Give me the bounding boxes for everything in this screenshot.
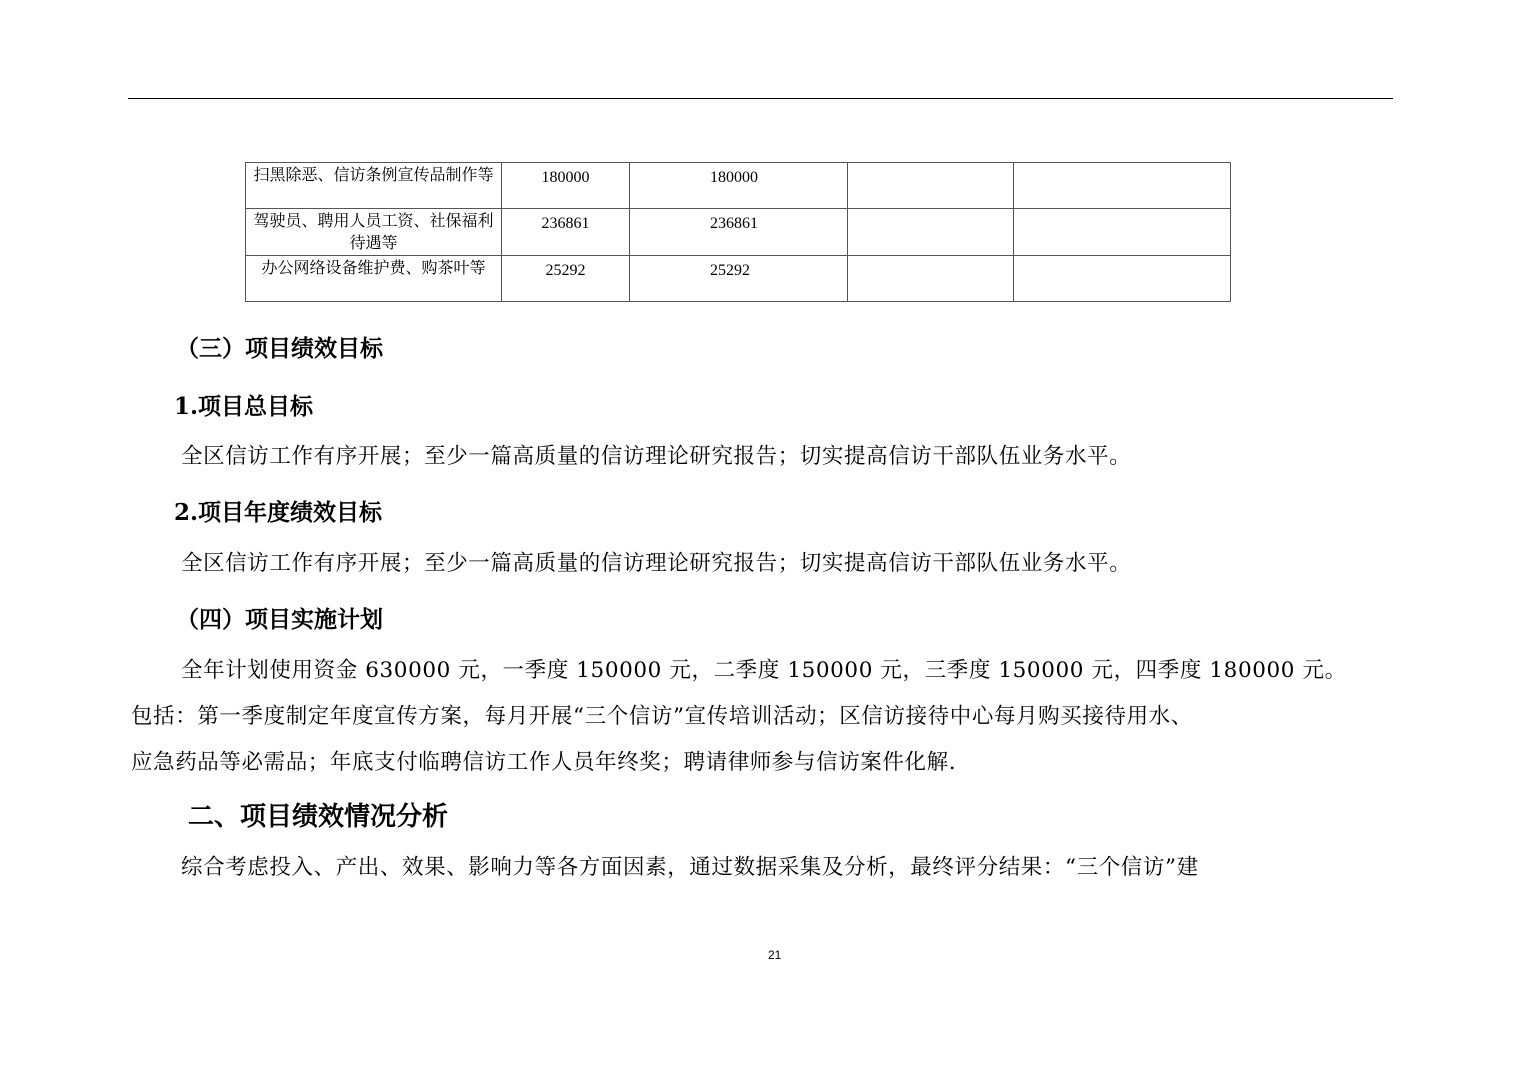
annual-goal-text: 全区信访工作有序开展；至少一篇高质量的信访理论研究报告；切实提高信访干部队伍业务水平。 bbox=[181, 551, 1132, 576]
table-cell-empty bbox=[1014, 256, 1231, 302]
table-row bbox=[246, 163, 1231, 209]
table-cell-budget: 25292 bbox=[502, 256, 630, 302]
table-cell-item: 扫黑除恶、信访条例宣传品制作等 bbox=[246, 163, 502, 209]
table-cell-budget: 236861 bbox=[502, 209, 630, 256]
table-cell-actual: 25292 bbox=[630, 256, 848, 302]
table-cell-empty bbox=[1014, 163, 1231, 209]
overall-goal-heading: 1.项目总目标 bbox=[174, 393, 314, 420]
table-cell-actual: 236861 bbox=[630, 209, 848, 256]
overall-goal-text: 全区信访工作有序开展；至少一篇高质量的信访理论研究报告；切实提高信访干部队伍业务水平。 bbox=[181, 444, 1132, 469]
header-rule bbox=[128, 98, 1393, 99]
section-4-heading: （四）项目实施计划 bbox=[176, 606, 383, 633]
section-3-heading: （三）项目绩效目标 bbox=[176, 335, 383, 362]
table-cell-item: 办公网络设备维护费、购茶叶等 bbox=[246, 256, 502, 302]
table-cell-empty bbox=[1014, 209, 1231, 256]
plan-line-2: 包括：第一季度制定年度宣传方案，每月开展“三个信访”宣传培训活动；区信访接待中心每月购买接待用水、 bbox=[131, 704, 1193, 729]
table-cell-actual: 180000 bbox=[630, 163, 848, 209]
page-number: 21 bbox=[768, 948, 782, 962]
budget-table bbox=[245, 162, 1231, 302]
table-cell-empty bbox=[848, 209, 1014, 256]
table-cell-empty bbox=[848, 256, 1014, 302]
plan-line-1: 全年计划使用资金 630000 元，一季度 150000 元，二季度 150000 元，三季度 150000 元，四季度 180000 元。 bbox=[181, 658, 1347, 683]
table-cell-budget: 180000 bbox=[502, 163, 630, 209]
table-row bbox=[246, 256, 1231, 302]
table-cell-item: 驾驶员、聘用人员工资、社保福利待遇等 bbox=[246, 209, 502, 256]
table-row bbox=[246, 209, 1231, 256]
part-2-heading: 二、项目绩效情况分析 bbox=[188, 802, 449, 832]
analysis-text: 综合考虑投入、产出、效果、影响力等各方面因素，通过数据采集及分析，最终评分结果：“三个信访”建 bbox=[181, 855, 1199, 880]
plan-line-3: 应急药品等必需品；年底支付临聘信访工作人员年终奖；聘请律师参与信访案件化解. bbox=[131, 750, 957, 775]
table-cell-empty bbox=[848, 163, 1014, 209]
annual-goal-heading: 2.项目年度绩效目标 bbox=[174, 499, 383, 526]
